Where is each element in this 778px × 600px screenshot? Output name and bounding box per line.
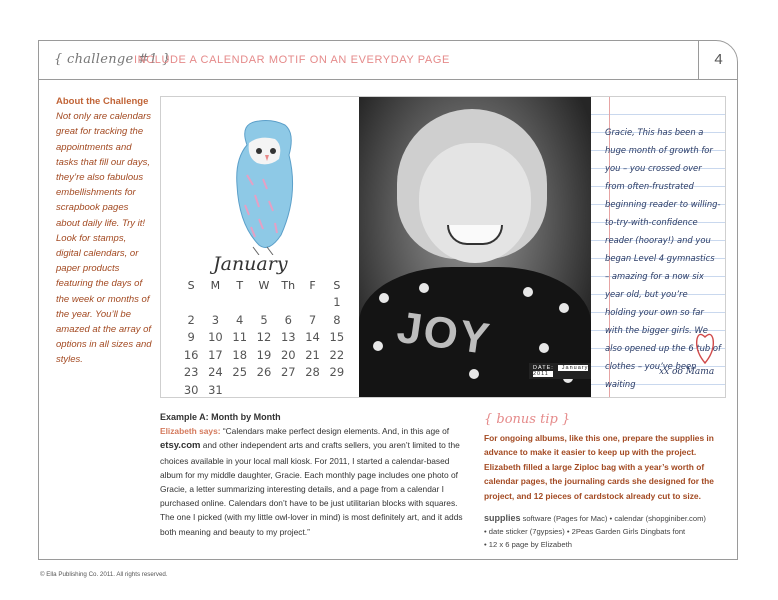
calendar-date	[228, 295, 252, 309]
challenge-header	[38, 40, 738, 80]
journaling-text: Gracie, This has been a huge month of growth for you – you crossed over from often-frustrated beginning reader to willing-to-try-with-confidence reader (hooray!) and you began Level 4 gymnastics – amazing for a now six year old, but you’re holding your own so far with the bigger girls. We also opened up the 6 tub of clothes – you’ve been waiting	[605, 127, 721, 389]
calendar-date	[276, 383, 300, 397]
calendar-dates	[179, 295, 349, 397]
page-number: 4	[698, 40, 738, 80]
date-sticker-value: January 2011	[533, 365, 589, 377]
about-body: Not only are calendars great for tracking the appointments and tasks that fill our days, they’re also fabulous embellishments for scrapbook pages about daily life. Try it! Look for stamps, digital calendars, or paper products featuring the days of the week or months of the year. You’ll be amazed at the array of options in all sizes and styles.	[56, 111, 152, 366]
weekday-label: T	[236, 279, 244, 292]
calendar-date: 25	[232, 365, 248, 379]
calendar-date: 11	[232, 330, 248, 344]
calendar-date	[300, 295, 324, 309]
calendar-date: 7	[308, 312, 317, 327]
etsy-link: etsy.com	[160, 440, 201, 452]
calendar-date	[228, 383, 252, 397]
calendar-date: 27	[280, 365, 296, 379]
calendar-date: 8	[333, 312, 341, 327]
about-challenge	[56, 94, 152, 368]
supplies-line-2: • date sticker (7gypsies) • 2Peas Garden Girls Dingbats font	[484, 527, 686, 536]
calendar-date: 26	[256, 365, 272, 379]
calendar-date: 3	[211, 312, 220, 327]
date-sticker-label: DATE:	[533, 365, 554, 371]
calendar-date: 9	[187, 330, 195, 344]
bonus-tip	[484, 412, 730, 503]
supplies-line-1: software (Pages for Mac) • calendar (shopginiber.com)	[520, 514, 706, 523]
supplies-label: supplies	[484, 513, 521, 523]
calendar-date: 30	[183, 382, 199, 397]
supplies-line-3: • 12 x 6 page by Elizabeth	[484, 540, 572, 549]
supplies-list	[484, 512, 734, 551]
calendar-date: 20	[280, 347, 296, 362]
calendar-date: 21	[305, 347, 320, 362]
scrapbook-layout-image	[160, 96, 726, 398]
calendar-date	[325, 383, 349, 397]
date-sticker	[529, 363, 591, 379]
bonus-tip-title: { bonus tip }	[484, 412, 571, 427]
calendar-date: 4	[236, 312, 244, 327]
calendar-month: January	[213, 253, 288, 275]
bonus-tip-body: For ongoing albums, like this one, prepare the supplies in advance to make it easier to keep up with the project. Elizabeth filled a large Ziploc bag with a year’s worth of calendar pages, the journaling cards she designed for the project, and 12 pieces of cardstock already cut to size.	[484, 433, 714, 501]
example-section	[160, 410, 474, 539]
calendar-date: 5	[260, 312, 268, 327]
calendar-page	[161, 97, 359, 397]
journaling-signature: xx oo Mama	[659, 367, 715, 377]
shirt-text: JOY	[394, 302, 495, 365]
calendar-date: 28	[305, 365, 320, 379]
weekday-label: S	[333, 279, 341, 292]
calendar-date	[300, 383, 324, 397]
calendar-date: 13	[280, 330, 296, 344]
weekday-label: F	[309, 279, 316, 292]
about-heading: About the Challenge	[56, 96, 149, 107]
calendar-date: 18	[232, 347, 248, 362]
photo-of-gracie	[359, 97, 591, 397]
calendar-date: 31	[208, 382, 223, 397]
weekday-label: W	[258, 279, 270, 292]
calendar-date: 2	[187, 312, 195, 327]
calendar-date	[203, 295, 227, 309]
weekday-label: Th	[281, 279, 296, 292]
calendar-date: 29	[329, 365, 345, 379]
calendar-date	[252, 383, 276, 397]
journaling-card	[591, 97, 725, 397]
calendar-weekdays	[179, 279, 349, 292]
example-says: Elizabeth says:	[160, 426, 221, 437]
calendar-date	[179, 295, 203, 309]
weekday-label: S	[187, 279, 195, 292]
example-body-1: “Calendars make perfect design elements. And, in this age of	[220, 426, 450, 437]
calendar-date: 1	[333, 295, 341, 309]
challenge-number: { challenge #1 }	[54, 52, 171, 67]
calendar-date: 22	[329, 347, 345, 362]
calendar-date: 15	[329, 330, 345, 344]
weekday-label: M	[210, 279, 221, 292]
calendar-date: 12	[256, 330, 272, 344]
example-body-2: and other independent arts and crafts sellers, you aren’t limited to the choices available in your local mall kiosk. For 2011, I started a calendar-based album for my middle daughter, Gracie. Each monthly page includes one photo of Gracie, a letter summarizing interesting details, and a page from a calendar I purchased online. Calendars don’t have to be just utilitarian blocks with squares. The one I picked (with my little owl-lover in mind) is most definitely art, and it adds both meaning and beauty to my project.”	[160, 440, 463, 537]
calendar-date	[276, 295, 300, 309]
calendar-date	[252, 295, 276, 309]
example-heading: Example A: Month by Month	[160, 412, 281, 422]
calendar-date: 6	[284, 312, 292, 327]
calendar-date: 10	[208, 330, 223, 344]
calendar-date: 17	[208, 347, 223, 362]
calendar-date: 16	[183, 347, 199, 362]
challenge-title: INCLUDE A CALENDAR MOTIF ON AN EVERYDAY PAGE	[134, 54, 450, 66]
calendar-date: 24	[208, 365, 223, 379]
owl-icon	[229, 115, 309, 255]
heart-icon	[695, 329, 715, 365]
calendar-date: 14	[305, 330, 320, 344]
calendar-date: 23	[183, 365, 199, 379]
calendar-date: 19	[256, 347, 272, 362]
copyright-footer: © Ella Publishing Co. 2011. All rights reserved.	[40, 571, 168, 578]
